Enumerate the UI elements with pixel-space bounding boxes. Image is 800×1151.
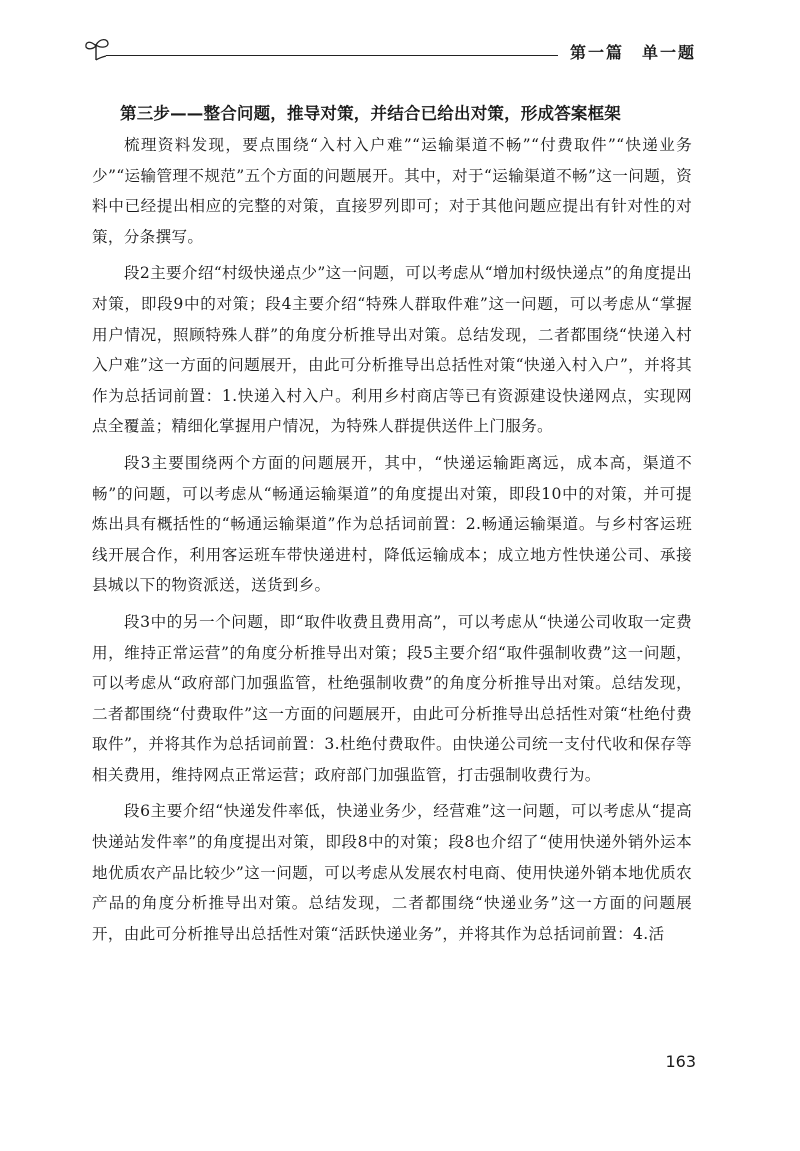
- paragraph: 段3主要围绕两个方面的问题展开，其中，“快递运输距离远，成本高，渠道不畅”的问题，可以考虑从“畅通运输渠道”的角度提出对策，即段10中的对策，并可提炼出具有概括性的“畅通运输渠道”作为总括词前置：2.畅通运输渠道。与乡村客运班线开展合作，利用客运班车带快递进村，降低运输成本；成立地方性快递公司、承接县城以下的物资派送，送货到乡。: [92, 453, 692, 595]
- paragraph: 段6主要介绍“快递发件率低，快递业务少，经营难”这一问题，可以考虑从“提高快递站发件率”的角度提出对策，即段8中的对策；段8也介绍了“使用快递外销外运本地优质农产品比较少”这一问题，可以考虑从发展农村电商、使用快递外销本地优质农产品的角度分析推导出对策。总结发现，二者都围绕“快递业务”这一方面的问题展开，由此可分析推导出总括性对策“活跃快递业务”，并将其作为总括词前置：4.活: [92, 802, 692, 943]
- header-rule: [106, 55, 558, 56]
- paragraph: 段3中的另一个问题，即“取件收费且费用高”，可以考虑从“快递公司收取一定费用，维持正常运营”的角度分析推导出对策；段5主要介绍“取件强制收费”这一问题，可以考虑从“政府部门加强监管，杜绝强制收费”的角度分析推导出对策。总结发现，二者都围绕“付费取件”这一方面的问题展开，由此可分析推导出总括性对策“杜绝付费取件”，并将其作为总括词前置：3.杜绝付费取件。由快递公司统一支付代收和保存等相关费用，维持网点正常运营；政府部门加强监管，打击强制收费行为。: [92, 612, 692, 784]
- paragraph: 段2主要介绍“村级快递点少”这一问题，可以考虑从“增加村级快递点”的角度提出对策，即段9中的对策；段4主要介绍“特殊人群取件难”这一问题，可以考虑从“掌握用户情况，照顾特殊人群”的角度分析推导出对策。总结发现，二者都围绕“快递入村入户难”这一方面的问题展开，由此可分析推导出总括性对策“快递入村入户”，并将其作为总括词前置：1.快递入村入户。利用乡村商店等已有资源建设快递网点，实现网点全覆盖；精细化掌握用户情况，为特殊人群提供送件上门服务。: [92, 264, 692, 436]
- sprout-icon: [84, 36, 114, 62]
- page-number: 163: [665, 1052, 696, 1071]
- paragraph: 梳理资料发现，要点围绕“入村入户难”“运输渠道不畅”“付费取件”“快递业务少”“运输管理不规范”五个方面的问题展开。其中，对于“运输渠道不畅”这一问题，资料中已经提出相应的完整的对策，直接罗列即可；对于其他问题应提出有针对性的对策，分条撰写。: [92, 136, 692, 246]
- section-title: 第一篇 单一题: [569, 43, 696, 62]
- page-content: [92, 100, 692, 955]
- step-heading: 第三步——整合问题，推导对策，并结合已给出对策，形成答案框架: [120, 104, 621, 123]
- running-header: [84, 36, 696, 66]
